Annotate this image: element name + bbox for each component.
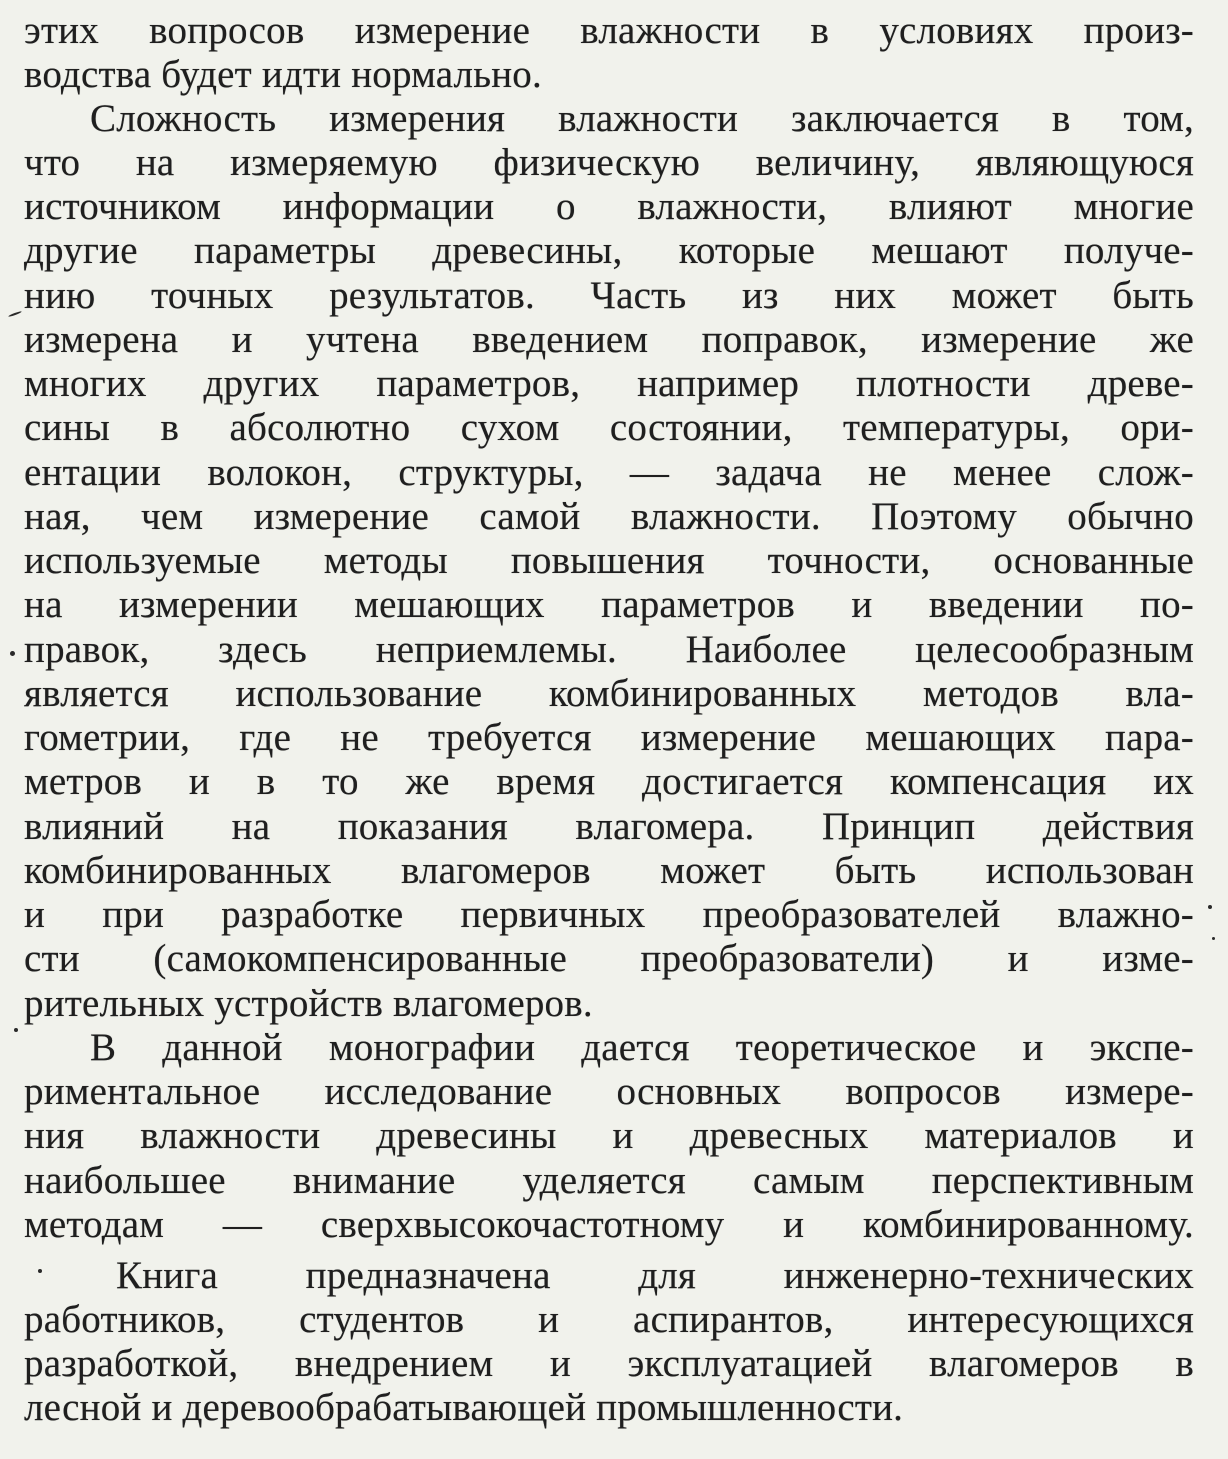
page-text — [24, 0, 1194, 1459]
text-line: наибольшее внимание уделяется самым перспективным — [24, 1159, 1194, 1202]
text-line: Книга предназначена для инженерно-технических — [116, 1254, 1194, 1297]
text-line: является использование комбинированных методов вла- — [24, 672, 1194, 715]
text-line: и при разработке первичных преобразователей влажно- — [24, 893, 1194, 936]
text-line: В данной монографии дается теоретическое и экспе- — [90, 1026, 1194, 1069]
scan-speck — [38, 1269, 42, 1273]
scan-speck — [1212, 937, 1215, 940]
text-line: ная, чем измерение самой влажности. Поэтому обычно — [24, 495, 1194, 538]
text-line: правок, здесь неприемлемы. Наиболее целесообразным — [24, 628, 1194, 671]
text-line: лесной и деревообрабатывающей промышленности. — [24, 1386, 904, 1429]
text-line: ентации волокон, структуры, — задача не менее слож- — [24, 451, 1194, 494]
text-line: рительных устройств влагомеров. — [24, 982, 593, 1025]
scan-speck — [10, 651, 15, 656]
scan-speck — [1208, 905, 1212, 909]
text-line: что на измеряемую физическую величину, являющуюся — [24, 141, 1194, 184]
text-line: влияний на показания влагомера. Принцип действия — [24, 805, 1194, 848]
text-line: сти (самокомпенсированные преобразователи) и изме- — [24, 937, 1194, 980]
text-line: многих других параметров, например плотности древе- — [24, 362, 1194, 405]
text-line: на измерении мешающих параметров и введении по- — [24, 583, 1194, 626]
text-line: источником информации о влажности, влияют многие — [24, 185, 1194, 228]
text-line: комбинированных влагомеров может быть использован — [24, 849, 1194, 892]
text-line: нию точных результатов. Часть из них может быть — [24, 274, 1194, 317]
scan-speck — [8, 311, 22, 318]
text-line: этих вопросов измерение влажности в условиях произ- — [24, 9, 1194, 52]
text-line: измерена и учтена введением поправок, измерение же — [24, 318, 1194, 361]
text-line: риментальное исследование основных вопросов измере- — [24, 1070, 1194, 1113]
text-line: водства будет идти нормально. — [24, 53, 542, 96]
text-line: гометрии, где не требуется измерение мешающих пара- — [24, 716, 1194, 759]
scan-speck — [14, 1028, 18, 1032]
text-line: используемые методы повышения точности, основанные — [24, 539, 1194, 582]
text-line: методам — сверхвысокочастотному и комбинированному. — [24, 1203, 1194, 1246]
text-line: сины в абсолютно сухом состоянии, температуры, ори- — [24, 406, 1194, 449]
text-line: Сложность измерения влажности заключается в том, — [90, 97, 1194, 140]
text-line: разработкой, внедрением и эксплуатацией влагомеров в — [24, 1342, 1194, 1385]
text-line: метров и в то же время достигается компенсация их — [24, 760, 1194, 803]
text-line: ния влажности древесины и древесных материалов и — [24, 1114, 1194, 1157]
text-line: другие параметры древесины, которые мешают получе- — [24, 229, 1194, 272]
text-line: работников, студентов и аспирантов, интересующихся — [24, 1298, 1194, 1341]
